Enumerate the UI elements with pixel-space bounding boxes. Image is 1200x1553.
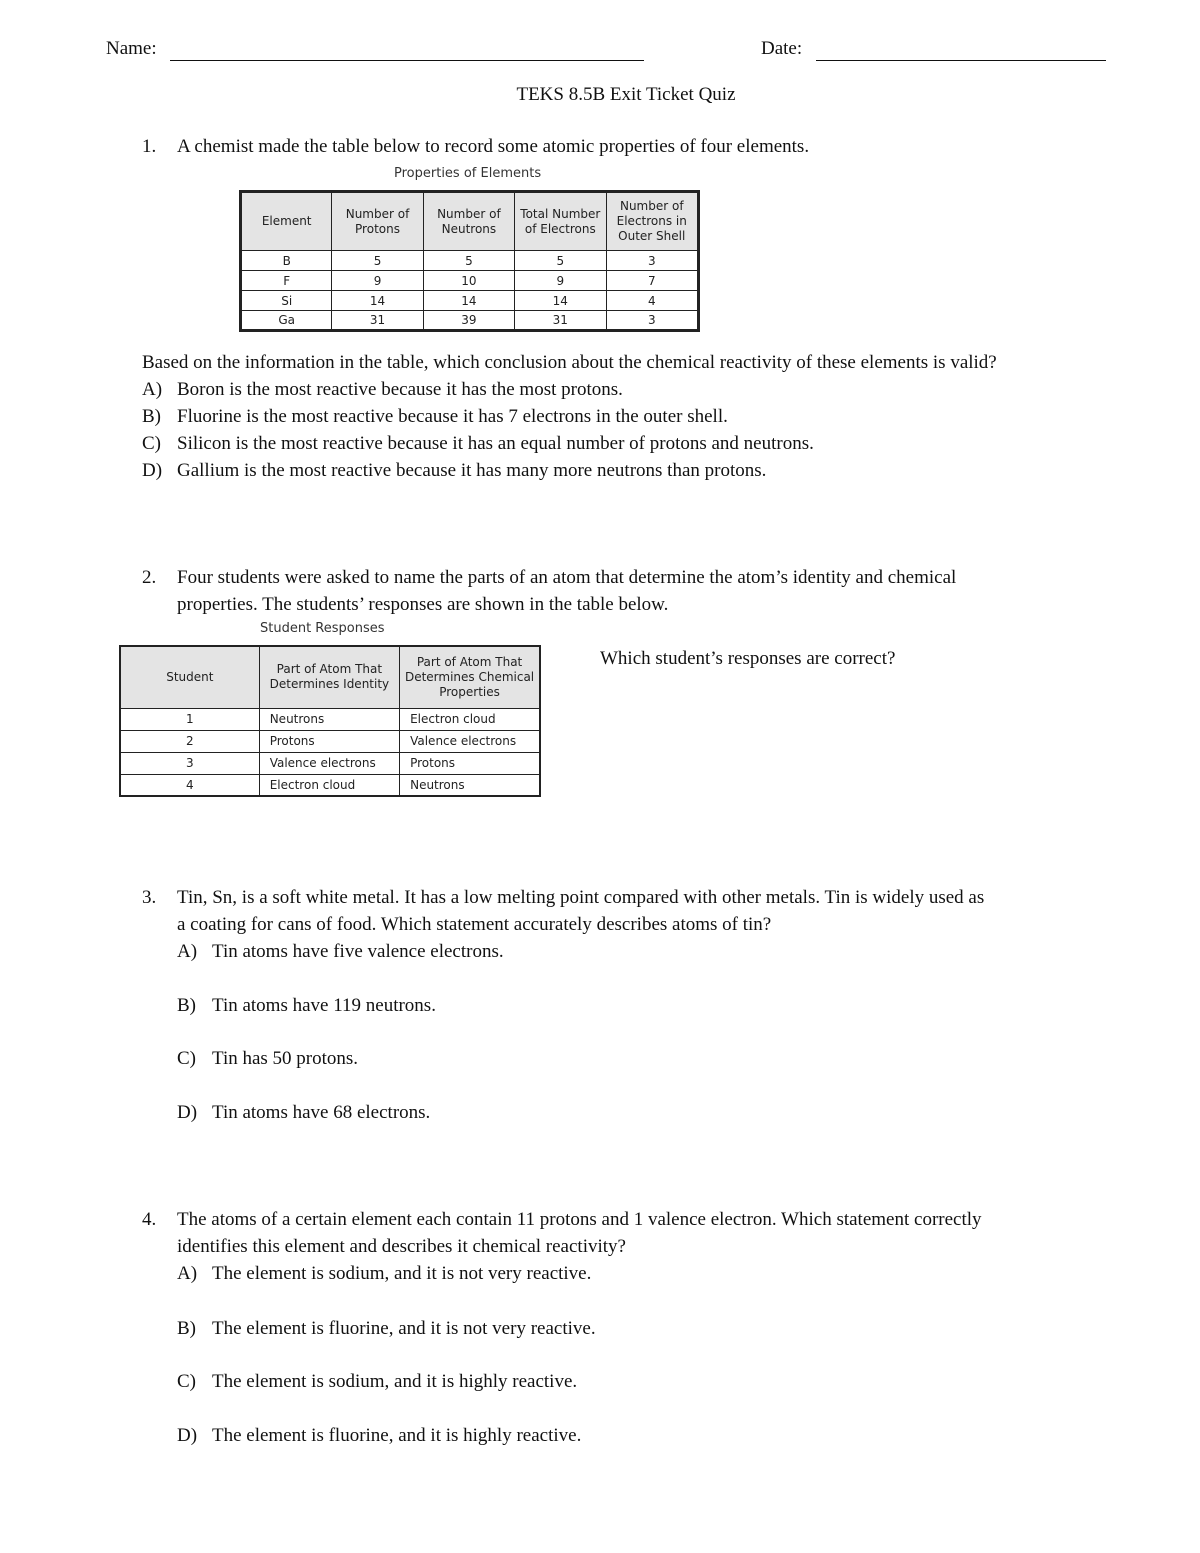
q3-option-text[interactable]: Tin has 50 protons. — [212, 1048, 359, 1069]
q4-number: 4. — [142, 1209, 157, 1230]
q1-option-text[interactable]: Silicon is the most reactive because it has an equal number of protons and neutrons. — [177, 433, 814, 454]
table-row — [241, 251, 699, 271]
table-row — [241, 271, 699, 291]
table-cell: Si — [241, 291, 332, 311]
table-cell: 1 — [120, 708, 259, 730]
table-cell: Neutrons — [259, 708, 399, 730]
table-cell: 9 — [332, 271, 423, 291]
table-row — [120, 708, 540, 730]
q4-text-line2: identifies this element and describes it chemical reactivity? — [177, 1236, 626, 1257]
q3-option-letter: B) — [177, 995, 196, 1016]
table-cell: 14 — [515, 291, 606, 311]
table-row — [241, 291, 699, 311]
q1-option-text[interactable]: Gallium is the most reactive because it has many more neutrons than protons. — [177, 460, 767, 481]
table-row — [241, 311, 699, 331]
q1-table-caption: Properties of Elements — [394, 166, 542, 181]
name-field[interactable] — [170, 60, 644, 61]
table-cell: 2 — [120, 730, 259, 752]
table-cell: Protons — [400, 752, 540, 774]
q1-col-header: Number of Protons — [332, 192, 423, 251]
q1-option-letter: C) — [142, 433, 161, 454]
q1-option-letter: A) — [142, 379, 163, 400]
q2-table — [119, 645, 541, 797]
q2-col-header: Student — [120, 646, 259, 708]
q4-option-letter: B) — [177, 1318, 196, 1339]
table-cell: 3 — [606, 311, 698, 331]
table-row — [120, 752, 540, 774]
q2-col-header: Part of Atom That Determines Identity — [259, 646, 399, 708]
q2-text-line2: properties. The students’ responses are shown in the table below. — [177, 594, 669, 615]
q1-text: A chemist made the table below to record some atomic properties of four elements. — [177, 136, 810, 157]
table-cell: 3 — [120, 752, 259, 774]
q4-option-text[interactable]: The element is sodium, and it is not very reactive. — [212, 1263, 592, 1284]
q4-option-text[interactable]: The element is fluorine, and it is highly reactive. — [212, 1425, 582, 1446]
table-cell: 10 — [423, 271, 514, 291]
q4-option-text[interactable]: The element is fluorine, and it is not very reactive. — [212, 1318, 596, 1339]
q1-table — [239, 190, 700, 332]
q2-question: Which student’s responses are correct? — [600, 648, 896, 669]
q3-text-line1: Tin, Sn, is a soft white metal. It has a low melting point compared with other metals. Tin is widely used as — [177, 887, 985, 908]
table-cell: Neutrons — [400, 774, 540, 796]
q1-prompt: Based on the information in the table, which conclusion about the chemical reactivity of these elements is valid? — [142, 352, 997, 373]
page-title: TEKS 8.5B Exit Ticket Quiz — [516, 84, 736, 105]
q3-option-text[interactable]: Tin atoms have 68 electrons. — [212, 1102, 431, 1123]
q3-option-letter: C) — [177, 1048, 196, 1069]
table-cell: Protons — [259, 730, 399, 752]
q4-option-letter: A) — [177, 1263, 198, 1284]
table-cell: Electron cloud — [259, 774, 399, 796]
q1-option-letter: D) — [142, 460, 163, 481]
q3-option-letter: A) — [177, 941, 198, 962]
table-cell: 4 — [606, 291, 698, 311]
q3-option-letter: D) — [177, 1102, 198, 1123]
q1-col-header: Number of Neutrons — [423, 192, 514, 251]
q4-option-letter: D) — [177, 1425, 198, 1446]
table-cell: 39 — [423, 311, 514, 331]
date-label: Date: — [761, 38, 803, 59]
q2-text-line1: Four students were asked to name the parts of an atom that determine the atom’s identity and chemical — [177, 567, 957, 588]
table-row — [120, 774, 540, 796]
q4-option-letter: C) — [177, 1371, 196, 1392]
table-cell: 31 — [332, 311, 423, 331]
table-cell: Valence electrons — [400, 730, 540, 752]
table-cell: 14 — [332, 291, 423, 311]
q1-option-letter: B) — [142, 406, 161, 427]
q1-option-text[interactable]: Boron is the most reactive because it has the most protons. — [177, 379, 623, 400]
q1-col-header: Element — [241, 192, 332, 251]
table-cell: 3 — [606, 251, 698, 271]
table-cell: Electron cloud — [400, 708, 540, 730]
table-cell: 14 — [423, 291, 514, 311]
table-cell: Ga — [241, 311, 332, 331]
q2-col-header: Part of Atom That Determines Chemical Properties — [400, 646, 540, 708]
table-cell: F — [241, 271, 332, 291]
table-cell: Valence electrons — [259, 752, 399, 774]
table-row — [120, 730, 540, 752]
table-cell: 31 — [515, 311, 606, 331]
q1-option-text[interactable]: Fluorine is the most reactive because it has 7 electrons in the outer shell. — [177, 406, 728, 427]
table-cell: 7 — [606, 271, 698, 291]
q3-text-line2: a coating for cans of food. Which statement accurately describes atoms of tin? — [177, 914, 772, 935]
date-field[interactable] — [816, 60, 1106, 61]
table-cell: 5 — [332, 251, 423, 271]
q3-option-text[interactable]: Tin atoms have 119 neutrons. — [212, 995, 436, 1016]
q1-number: 1. — [142, 136, 157, 157]
q1-col-header: Total Number of Electrons — [515, 192, 606, 251]
name-label: Name: — [106, 38, 157, 59]
q3-number: 3. — [142, 887, 157, 908]
table-cell: B — [241, 251, 332, 271]
q4-option-text[interactable]: The element is sodium, and it is highly reactive. — [212, 1371, 578, 1392]
q1-col-header: Number of Electrons in Outer Shell — [606, 192, 698, 251]
q2-number: 2. — [142, 567, 157, 588]
table-cell: 5 — [515, 251, 606, 271]
q3-option-text[interactable]: Tin atoms have five valence electrons. — [212, 941, 504, 962]
q4-text-line1: The atoms of a certain element each contain 11 protons and 1 valence electron. Which statement correctly — [177, 1209, 982, 1230]
q2-table-caption: Student Responses — [260, 621, 385, 636]
table-cell: 4 — [120, 774, 259, 796]
table-cell: 5 — [423, 251, 514, 271]
table-cell: 9 — [515, 271, 606, 291]
